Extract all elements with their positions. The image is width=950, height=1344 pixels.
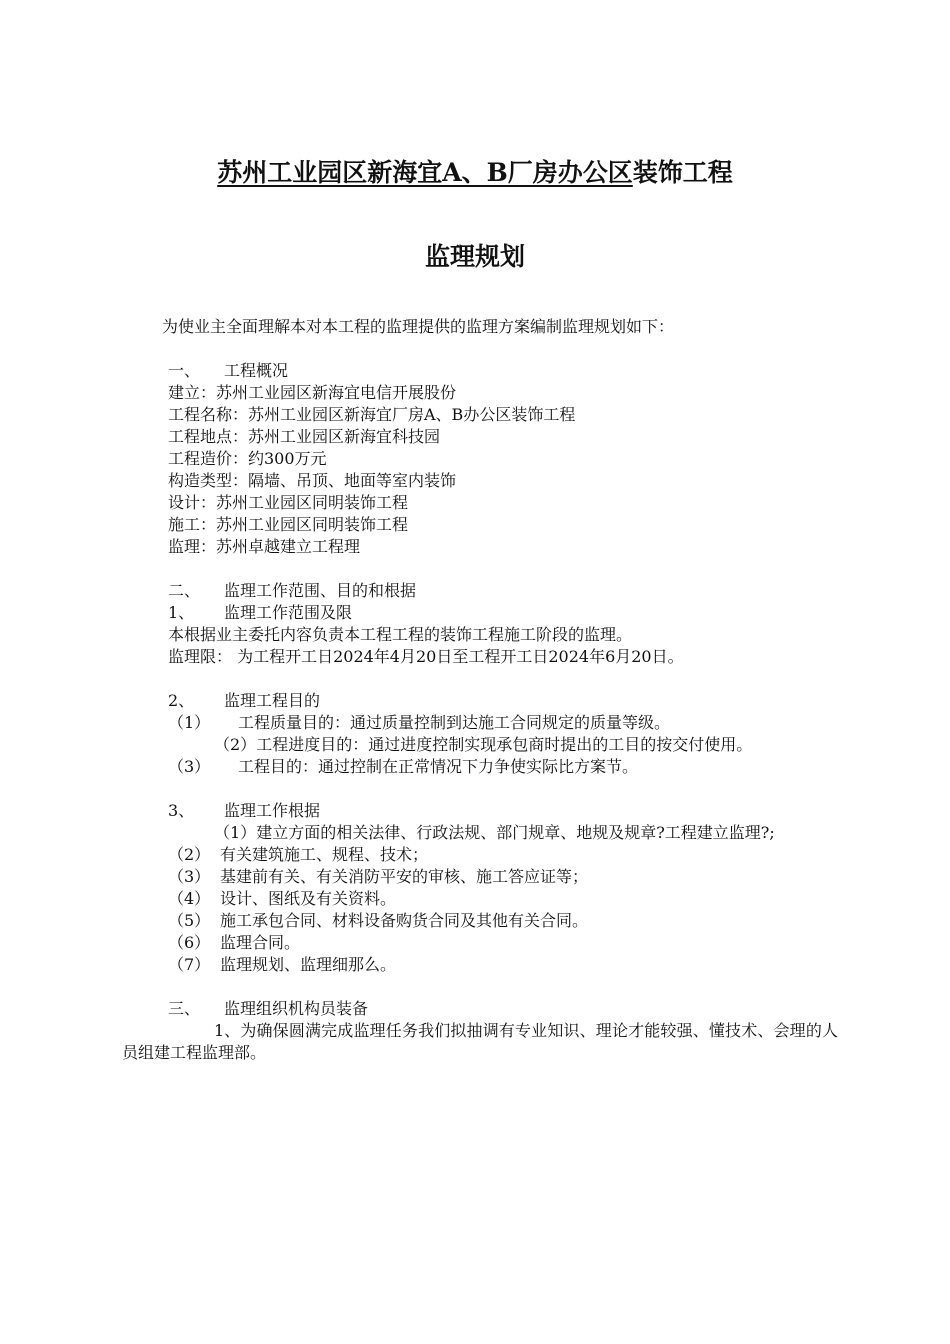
- scope-line: 本根据业主委托内容负责本工程工程的装饰工程施工阶段的监理。: [168, 625, 633, 644]
- item-text: 建立方面的相关法律、行政法规、部门规章、地规及规章?工程建立监理?;: [256, 823, 775, 842]
- section3-heading: [122, 998, 838, 1020]
- basis-item: [122, 822, 838, 844]
- project-info-line: 设计：苏州工业园区同明装饰工程: [168, 493, 409, 512]
- subsection-heading: [122, 800, 838, 822]
- item-num: （1）: [168, 713, 211, 732]
- basis-item: [122, 888, 838, 910]
- section1-heading: [122, 360, 838, 382]
- objective-item: [122, 712, 838, 734]
- intro-paragraph: 为使业主全面理解本对本工程的监理提供的监理方案编制监理规划如下：: [162, 317, 675, 336]
- project-info-line: 建立：苏州工业园区新海宜电信开展股份: [168, 383, 457, 402]
- section3-paragraph: [122, 1020, 838, 1064]
- objective-item: [122, 734, 838, 756]
- project-info-line: 构造类型：隔墙、吊顶、地面等室内装饰: [168, 471, 457, 490]
- project-info-line: 施工：苏州工业园区同明装饰工程: [168, 515, 409, 534]
- item-num: （5）: [168, 911, 211, 930]
- item-num: （3）: [168, 867, 211, 886]
- section3-num: 三、: [168, 999, 201, 1018]
- project-info-line: 工程名称：苏州工业园区新海宜厂房A、B办公区装饰工程: [168, 405, 576, 424]
- objective-item: [122, 756, 838, 778]
- item-num: （7）: [168, 955, 211, 974]
- document-body: [122, 316, 838, 1064]
- item-text: 设计、图纸及有关资料。: [220, 889, 397, 908]
- subsection-title: 监理工作根据: [224, 801, 321, 820]
- section3-title: 监理组织机构员装备: [224, 999, 369, 1018]
- section1-title: 工程概况: [224, 361, 289, 380]
- item-num: （4）: [168, 889, 211, 908]
- item-num: （2）: [168, 845, 211, 864]
- basis-item: [122, 954, 838, 976]
- section2-title: 监理工作范围、目的和根据: [224, 581, 417, 600]
- item-text: 工程目的：通过控制在正常情况下力争使实际比方案节。: [238, 757, 639, 776]
- item-text: 监理合同。: [220, 933, 301, 952]
- item-text: 工程进度目的：通过进度控制实现承包商时提出的工目的按交付使用。: [256, 735, 753, 754]
- document-subtitle: 监理规划: [424, 242, 525, 271]
- item-num: （3）: [168, 757, 211, 776]
- project-info-line: 监理：苏州卓越建立工程理: [168, 537, 361, 556]
- para-num: 1、: [214, 1021, 241, 1040]
- section1-num: 一、: [168, 361, 201, 380]
- section2-heading: [122, 580, 838, 602]
- basis-item: [122, 910, 838, 932]
- subsection-heading: [122, 602, 838, 624]
- document-title: [0, 158, 950, 188]
- basis-item: [122, 844, 838, 866]
- title-rest: 装饰工程: [632, 158, 733, 187]
- subsection-num: 2、: [168, 691, 195, 710]
- para-text: 为确保圆满完成监理任务我们拟抽调有专业知识、理论才能较强、懂技术、会理的人员组建工程监理部。: [122, 1021, 838, 1062]
- period-line: 监理限： 为工程开工日2024年4月20日至工程开工日2024年6月20日。: [168, 647, 684, 666]
- subsection-title: 监理工程目的: [224, 691, 321, 710]
- subsection-title: 监理工作范围及限: [224, 603, 353, 622]
- item-text: 监理规划、监理细那么。: [220, 955, 397, 974]
- subsection-heading: [122, 690, 838, 712]
- item-text: 基建前有关、有关消防平安的审核、施工答应证等；: [220, 867, 589, 886]
- title-underlined-part: 苏州工业园区新海宜A、B厂房办公区: [217, 158, 633, 187]
- project-info-line: 工程地点：苏州工业园区新海宜科技园: [168, 427, 441, 446]
- subsection-num: 1、: [168, 603, 195, 622]
- item-num: （6）: [168, 933, 211, 952]
- section2-num: 二、: [168, 581, 201, 600]
- item-text: 有关建筑施工、规程、技术；: [220, 845, 429, 864]
- item-text: 工程质量目的：通过质量控制到达施工合同规定的质量等级。: [238, 713, 671, 732]
- subsection-num: 3、: [168, 801, 195, 820]
- item-num: （1）: [214, 823, 257, 842]
- project-info-line: 工程造价：约300万元: [168, 449, 327, 468]
- basis-item: [122, 932, 838, 954]
- basis-item: [122, 866, 838, 888]
- item-text: 施工承包合同、材料设备购货合同及其他有关合同。: [220, 911, 589, 930]
- item-num: （2）: [214, 735, 257, 754]
